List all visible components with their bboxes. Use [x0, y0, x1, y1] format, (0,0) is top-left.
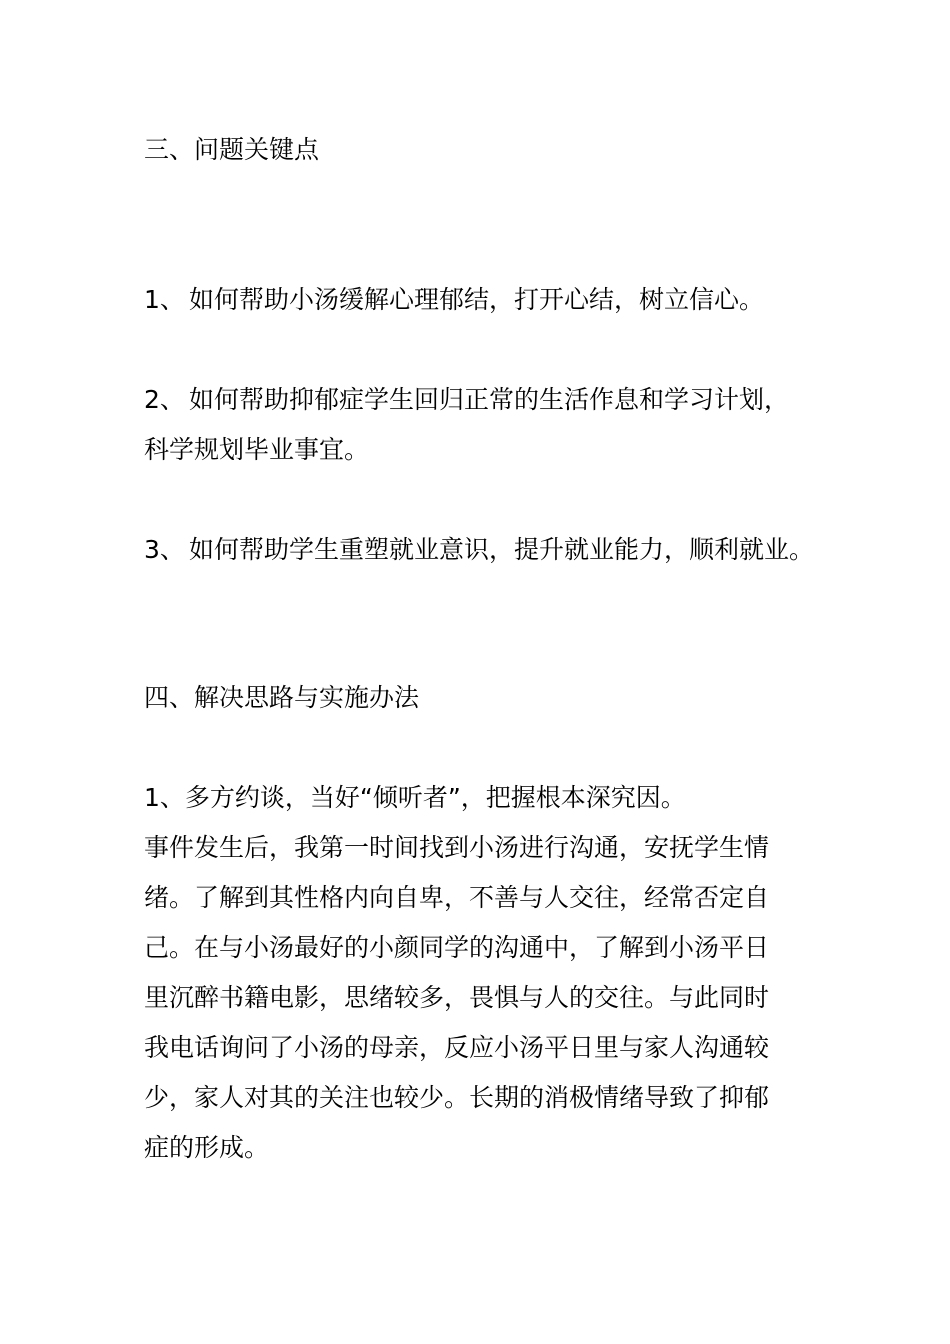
section-3-item-3	[144, 535, 814, 565]
paragraph-line: 我电话询问了小汤的母亲，反应小汤平日里与家人沟通较	[144, 1033, 770, 1062]
section-4-body-paragraph	[144, 823, 824, 1173]
item-number: 2、	[144, 385, 185, 414]
item-number: 1、	[144, 285, 185, 314]
paragraph-line: 己。在与小汤最好的小颜同学的沟通中，了解到小汤平日	[144, 933, 770, 962]
item-text: 如何帮助抑郁症学生回归正常的生活作息和学习计划，	[189, 385, 790, 414]
item-text: 如何帮助小汤缓解心理郁结，打开心结，树立信心。	[189, 285, 765, 314]
paragraph-line: 症的形成。	[144, 1133, 270, 1162]
paragraph-line: 里沉醉书籍电影，思绪较多，畏惧与人的交往。与此同时	[144, 983, 770, 1012]
section-4-subheading-1: 1、多方约谈，当好“倾听者”，把握根本深究因。	[144, 783, 686, 812]
paragraph-line: 少，家人对其的关注也较少。长期的消极情绪导致了抑郁	[144, 1083, 770, 1112]
section-4-heading: 四、解决思路与实施办法	[144, 683, 420, 712]
section-3-heading: 三、问题关键点	[144, 135, 320, 164]
paragraph-line: 事件发生后，我第一时间找到小汤进行沟通，安抚学生情	[144, 833, 770, 862]
item-text: 如何帮助学生重塑就业意识，提升就业能力，顺利就业。	[189, 535, 815, 564]
item-number: 3、	[144, 535, 185, 564]
section-3-item-1	[144, 285, 764, 315]
section-3-item-2-continuation: 科学规划毕业事宜。	[144, 435, 370, 464]
paragraph-line: 绪。了解到其性格内向自卑，不善与人交往，经常否定自	[144, 883, 770, 912]
section-3-item-2	[144, 385, 789, 415]
